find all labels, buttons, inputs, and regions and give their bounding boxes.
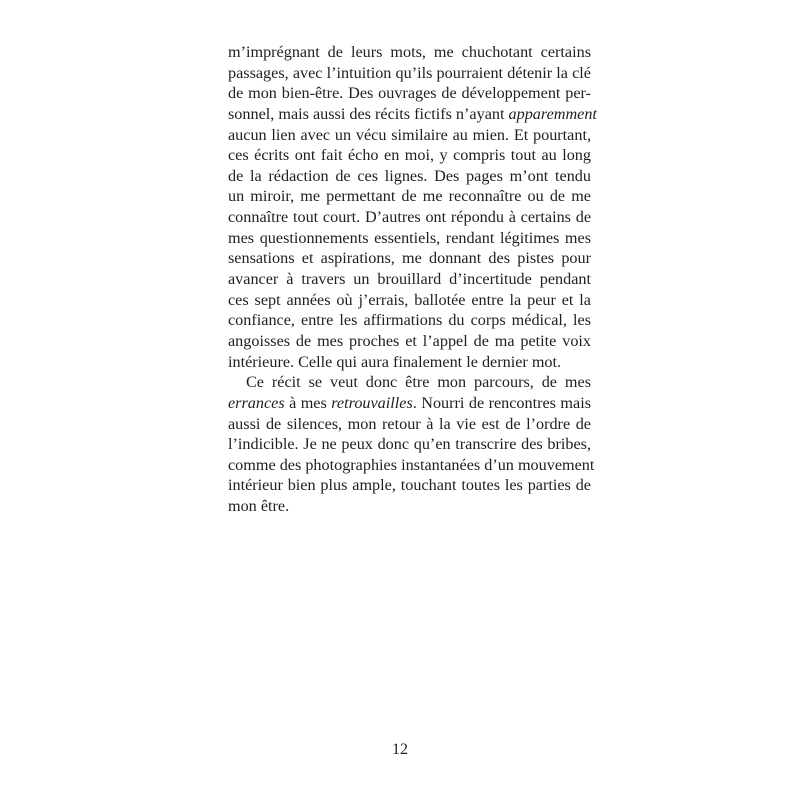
text-line [228, 414, 591, 435]
text-line [228, 475, 591, 496]
text-line [228, 455, 595, 476]
text-line [228, 352, 591, 373]
text-segment: Ce récit se veut donc être mon parcours, de mes [246, 373, 591, 392]
text-segment: intérieur bien plus ample, touchant toutes les parties de [228, 476, 591, 495]
text-line [228, 186, 591, 207]
text-line [228, 248, 591, 269]
page-number: 12 [392, 741, 408, 758]
text-line [228, 42, 591, 63]
italic-text: errances [228, 393, 285, 412]
text-line [228, 372, 591, 393]
paragraph [228, 42, 597, 372]
text-segment: un miroir, me permettant de me reconnaître ou de me [228, 187, 591, 206]
text-line [228, 434, 591, 455]
text-segment: angoisses de mes proches et l’appel de ma petite voix [228, 331, 591, 350]
text-segment: comme des photographies instantanées d’un mouvement [228, 455, 595, 474]
text-segment: passages, avec l’intuition qu’ils pourraient détenir la clé [228, 63, 591, 82]
text-segment: m’imprégnant de leurs mots, me chuchotant certains [228, 43, 591, 61]
text-segment: mon être. [228, 497, 290, 516]
paragraph [228, 372, 595, 516]
text-line [228, 393, 591, 414]
text-line [228, 83, 591, 104]
text-segment: intérieure. Celle qui aura finalement le dernier mot. [228, 352, 562, 371]
text-segment: de mon bien-être. Des ouvrages de développement per- [228, 84, 591, 103]
text-segment: de la rédaction de ces lignes. Des pages m’ont tendu [228, 166, 591, 185]
text-segment: connaître tout court. D’autres ont répondu à certains de [228, 208, 591, 227]
text-line [228, 269, 591, 290]
italic-text: apparemment [508, 104, 597, 123]
text-line [228, 331, 591, 352]
text-line [228, 290, 591, 311]
text-line [228, 104, 597, 125]
text-segment: avancer à travers un brouillard d’incertitude pendant [228, 270, 591, 289]
text-segment: l’indicible. Je ne peux donc qu’en transcrire des bribes, [228, 435, 591, 454]
text-segment: confiance, entre les affirmations du corps médical, les [228, 311, 591, 330]
text-segment: ces sept années où j’errais, ballotée entre la peur et la [228, 290, 591, 309]
body-text [228, 42, 597, 517]
text-segment: mes questionnements essentiels, rendant légitimes mes [228, 228, 591, 247]
text-line [228, 496, 591, 517]
text-segment: sonnel, mais aussi des récits fictifs n’ayant [228, 104, 509, 123]
text-line [228, 228, 591, 249]
text-segment: ces écrits ont fait écho en moi, y compris tout au long [228, 146, 591, 165]
text-line [228, 125, 591, 146]
text-segment: à mes [284, 393, 332, 412]
text-segment: . Nourri de rencontres mais [412, 393, 592, 412]
text-line [228, 310, 591, 331]
italic-text: retrouvailles [331, 393, 413, 412]
text-line [228, 145, 591, 166]
text-line [228, 207, 591, 228]
text-line [228, 166, 591, 187]
text-segment: sensations et aspirations, me donnant des pistes pour [228, 249, 591, 268]
text-segment: aussi de silences, mon retour à la vie est de l’ordre de [228, 414, 591, 433]
text-segment: aucun lien avec un vécu similaire au mien. Et pourtant, [228, 125, 591, 144]
text-line [228, 63, 591, 84]
